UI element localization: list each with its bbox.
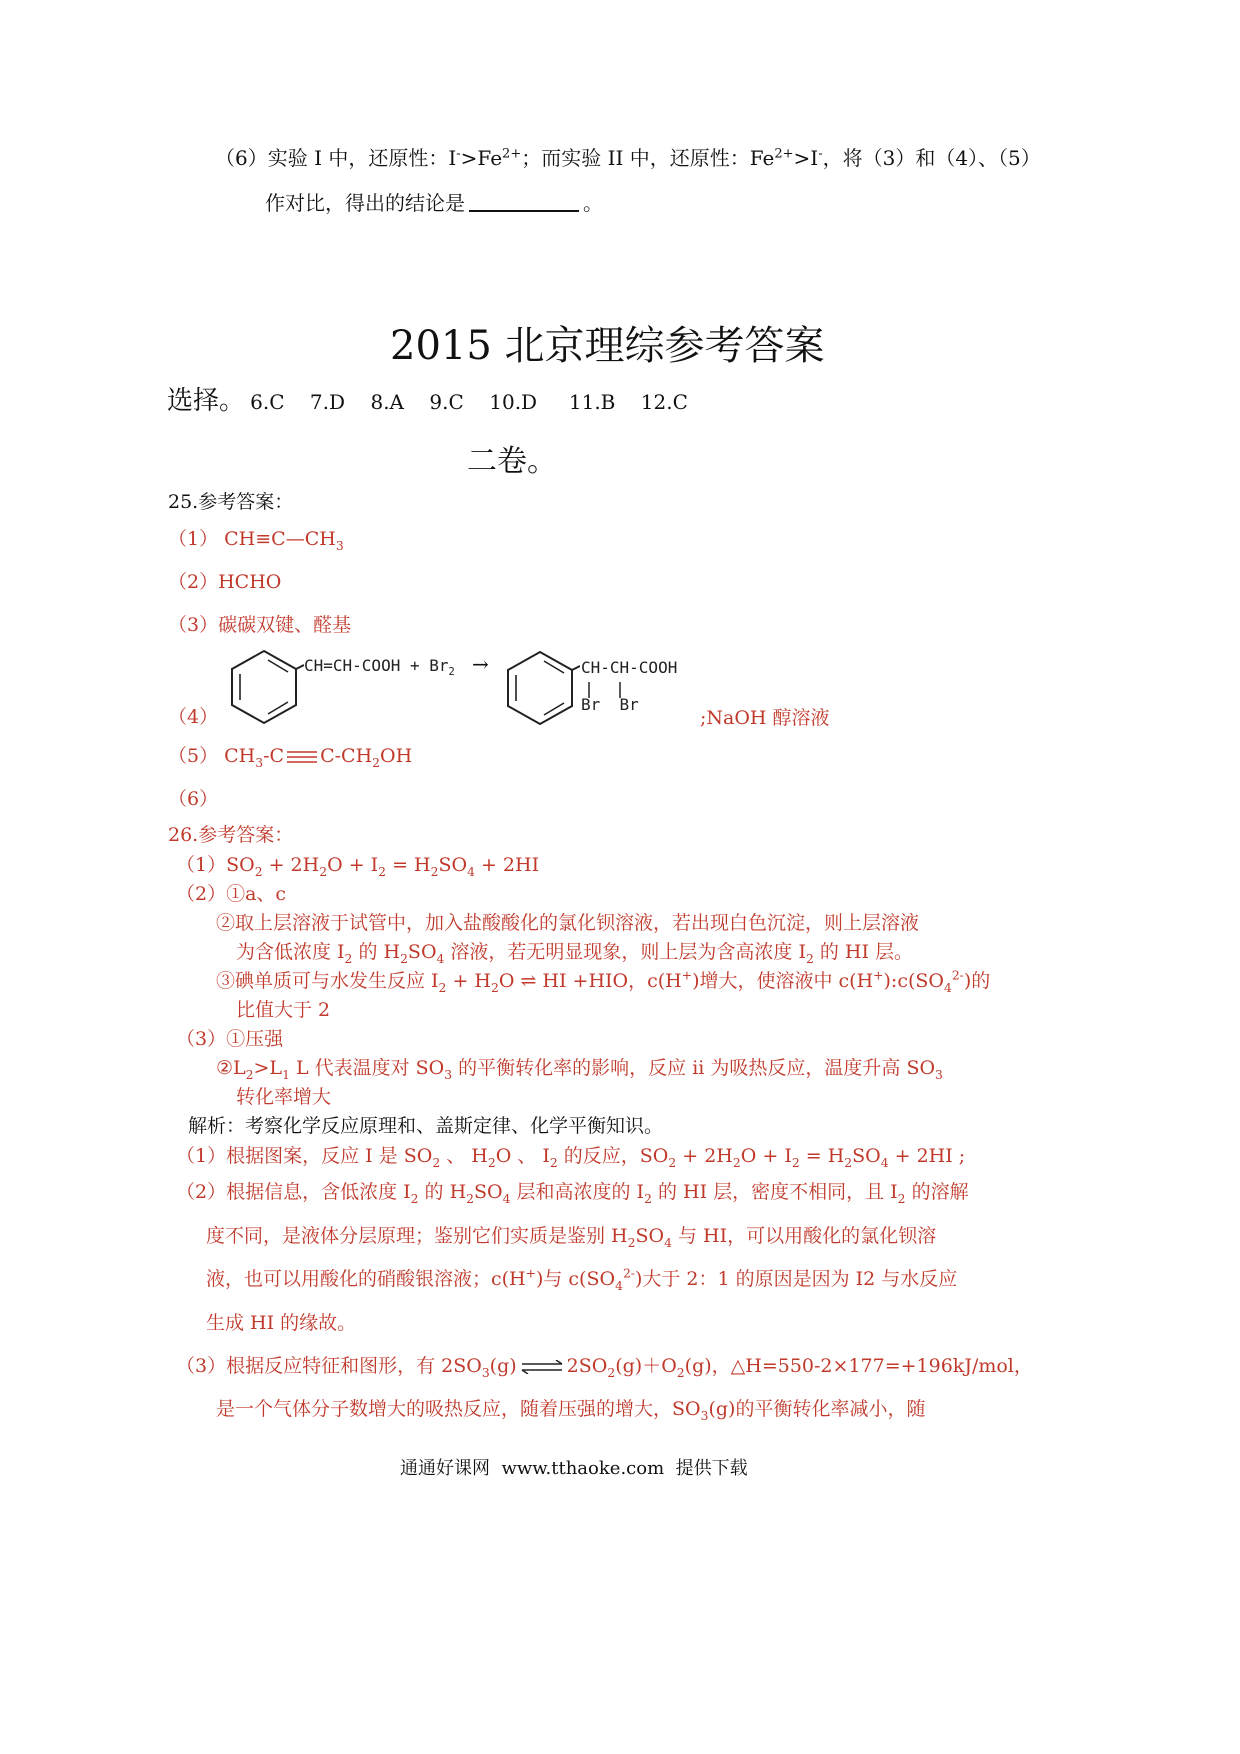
answer-blank xyxy=(469,210,579,212)
reactant-formula xyxy=(304,656,455,678)
q6-tail: ，将（3）和（4）、（5） xyxy=(822,146,1041,170)
q6-line1: （6）实验 I 中，还原性：$I^->Fe^{2+}$；而实验 II 中，还原性：$Fe^{2+}>I^-$，将（3）和（4）、（5） xyxy=(215,146,1041,170)
q6-mid3: >I xyxy=(793,146,819,170)
benzene-ring-reactant xyxy=(224,647,304,727)
benzene-ring-product xyxy=(500,648,580,728)
q26-answer-3-2-line2: 转化率增大 xyxy=(236,1086,332,1108)
product-formula: CH-CH-COOH xyxy=(581,658,678,677)
q6-mid2: ；而实验 II 中，还原性：Fe xyxy=(521,146,775,170)
q26-analysis-3-line1: （3）根据反应特征和图形，有 $2SO_3(g)$ $2SO_2(g)+O_2(g)$，△H=550-2×177=+196kJ/mol， xyxy=(176,1355,1033,1380)
q25-a4-label: （4） xyxy=(168,706,219,728)
q25-answer-2: （2）HCHO xyxy=(168,571,282,593)
q25-a5-label: （5） xyxy=(168,745,219,767)
q6-mid1: >Fe xyxy=(460,146,503,170)
q26-answer-2-3-line2: 比值大于 2 xyxy=(236,999,331,1021)
q26-a22-tail: 层。 xyxy=(868,941,914,963)
q6-line2-text: 作对比，得出的结论是 xyxy=(265,191,465,215)
q26-analysis-2-line3: 液，也可以用酸化的硝酸银溶液；c(H+)与 $c(SO_4^{2-})$大于 2：1 的原因是因为 I2 与水反应 xyxy=(206,1266,958,1293)
choice-answers xyxy=(167,380,688,417)
product-bromines: Br Br xyxy=(581,695,639,714)
triple-bond xyxy=(287,750,317,764)
q26-answer-2-2-line2: 为含低浓度 $I_2$ 的 $H_2SO_4$ 溶液，若无明显现象，则上层为含高浓度 $I_2$ 的 HI 层。 xyxy=(236,941,914,966)
q6-prefix: （6）实验 I 中，还原性：I xyxy=(215,146,457,170)
q25-answer-3: （3）碳碳双键、醛基 xyxy=(168,614,352,636)
q26-analysis: 解析：考察化学反应原理和、盖斯定律、化学平衡知识。 xyxy=(188,1115,664,1137)
reaction-arrow: → xyxy=(472,652,489,676)
q26-answer-3-1: （3）①压强 xyxy=(176,1028,284,1050)
part2-heading: 二卷。 xyxy=(467,444,557,479)
q26-answer-1: $(1)SO_2 + 2H_2O + I_2 = H_2SO_4 + 2HI$ xyxy=(176,854,540,879)
q25-answer-6: （6） xyxy=(168,788,219,810)
q26-analysis-2-line2: 度不同，是液体分层原理；鉴别它们实质是鉴别 $H_2SO_4$ 与 HI，可以用酸化的氯化钡溶 xyxy=(206,1225,937,1250)
q25-answer-5: （5） $CH_3-C$ $C-CH_2OH$ xyxy=(168,745,413,770)
reactant-text: CH=CH-COOH + Br xyxy=(304,656,449,675)
page-footer: 通通好课网 www.tthaoke.com 提供下载 xyxy=(400,1458,748,1479)
q25-reagent: ;NaOH 醇溶液 xyxy=(700,707,830,729)
q26-answer-2-2-line1: ②取上层溶液于试管中，加入盐酸酸化的氯化钡溶液，若出现白色沉淀，则上层溶液 xyxy=(216,912,920,934)
q25-answer-1: （1） $CH\equiv C—CH_3$ xyxy=(168,528,344,553)
reactant-sub: 2 xyxy=(448,666,455,679)
q26-answer-2-1: （2）①a、c xyxy=(176,883,287,905)
equilibrium-arrow xyxy=(520,1360,564,1374)
q26-analysis-3-line2: 是一个气体分子数增大的吸热反应，随着压强的增大，$SO_3(g)$的平衡转化率减小，随 xyxy=(216,1398,926,1423)
choice-label: 选择。 xyxy=(167,386,246,416)
q6-line2 xyxy=(265,187,603,216)
q26-analysis-2-line4: 生成 HI 的缘故。 xyxy=(206,1312,357,1334)
q26-analysis-2-line1: （2）根据信息，含低浓度 $I_2$ 的 $H_2SO_4$ 层和高浓度的 $I_2$ 的 HI 层，密度不相同，且 $I_2$ 的溶解 xyxy=(176,1181,969,1206)
q26-analysis-1: （1）根据图案，反应 I 是 $SO_2$ 、 $H_2O$ 、 $I_2$ 的反应，$SO_2 + 2H_2O + I_2 = H_2SO_4 + 2HI$ ; xyxy=(176,1145,966,1170)
page-title: 2015 北京理综参考答案 xyxy=(390,323,825,369)
choice-list: 6.C 7.D 8.A 9.C 10.D 11.B 12.C xyxy=(250,390,688,414)
q25-header: 25.参考答案： xyxy=(168,491,294,513)
q26-answer-3-2-line1: $②L_2>L_1$ L 代表温度对 $SO_3$ 的平衡转化率的影响，反应 ii 为吸热反应，温度升高 $SO_3$ xyxy=(216,1057,943,1082)
q26-header: 26.参考答案： xyxy=(168,824,294,846)
q6-line2-end: 。 xyxy=(583,191,603,215)
q25-a1-label: （1） xyxy=(168,528,219,550)
q26-answer-2-3-line1: ③碘单质可与水发生反应 $I_2 + H_2O$ ⇌ HI +HIO，c(H+)增大，使溶液中 $c(H^+):c(SO_4^{2-})$的 xyxy=(216,968,991,995)
